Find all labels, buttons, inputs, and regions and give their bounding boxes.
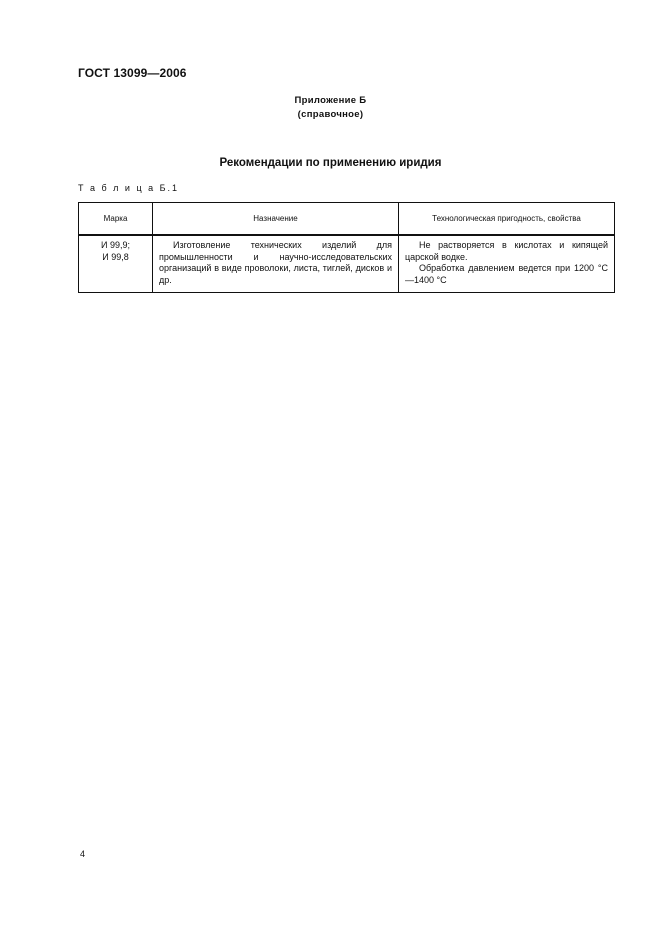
appendix-heading — [0, 94, 661, 122]
column-header-grade: Марка — [79, 203, 153, 236]
column-header-purpose: Назначение — [153, 203, 399, 236]
cell-grade — [79, 235, 153, 293]
table-caption: Т а б л и ц а Б.1 — [78, 183, 180, 193]
appendix-subtitle: (справочное) — [297, 109, 364, 120]
table-header-row — [79, 203, 615, 236]
property-text: Обработка давлением ведется при 1200 °C —1400 °C — [405, 263, 608, 285]
property-text: Не растворяется в кислотах и кипящей царской водке. — [405, 240, 608, 262]
iridium-recommendations-table — [78, 202, 615, 293]
grade-line: И 99,9; — [101, 240, 130, 250]
cell-purpose — [153, 235, 399, 293]
section-title: Рекомендации по применению иридия — [219, 157, 442, 169]
purpose-text: Изготовление технических изделий для промышленности и научно-исследовательских организаций в виде проволоки, листа, тиглей, дисков и др. — [159, 240, 392, 285]
document-header: ГОСТ 13099—2006 — [78, 66, 187, 80]
grade-line: И 99,8 — [102, 251, 129, 262]
cell-properties — [399, 235, 615, 293]
appendix-title: Приложение Б — [294, 95, 367, 106]
column-header-properties: Технологическая пригодность, свойства — [399, 203, 615, 236]
page-number: 4 — [80, 849, 86, 859]
table-row — [79, 235, 615, 293]
